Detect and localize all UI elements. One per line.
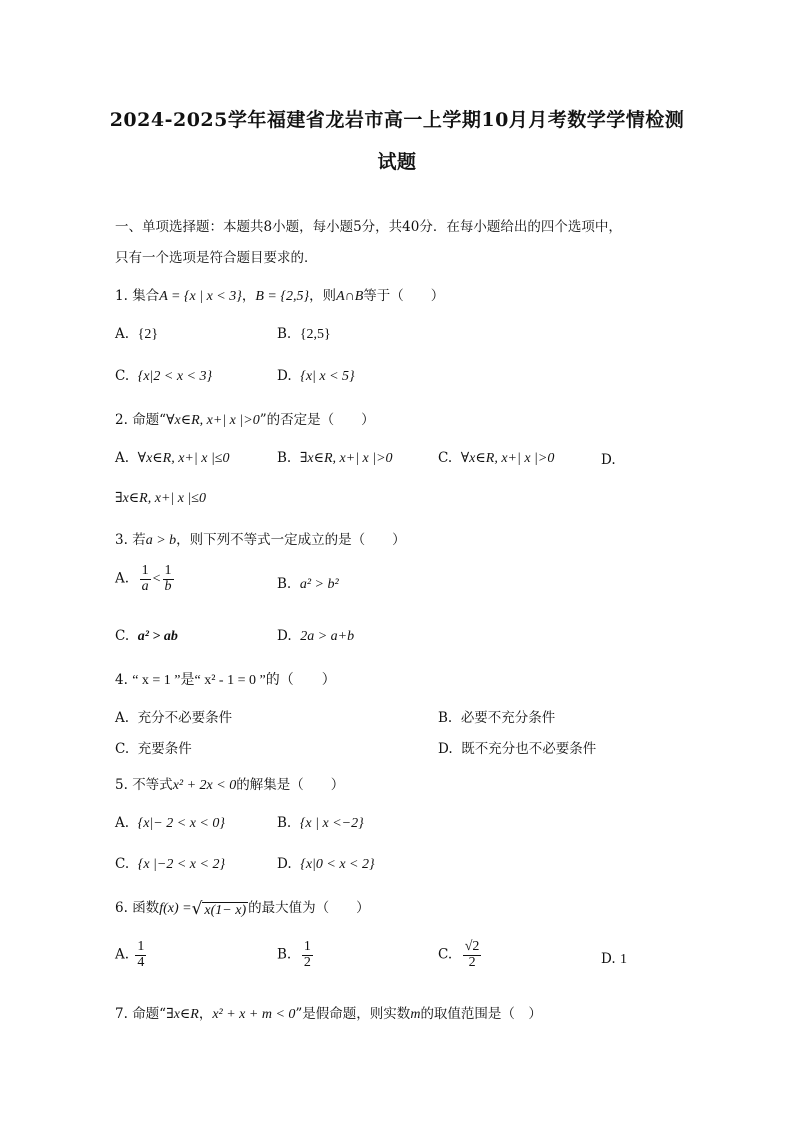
page-title: 2024-2025学年福建省龙岩市高一上学期10月月考数学学情检测 — [109, 109, 685, 131]
question-1 — [115, 284, 444, 305]
option-label: D. — [601, 951, 616, 967]
question-text: ”的否定是（ ） — [259, 412, 375, 428]
option-b[interactable] — [277, 815, 364, 832]
option-text: {x |−2 < x < 2} — [137, 857, 226, 872]
option-label: A. — [115, 326, 130, 342]
option-c[interactable] — [115, 368, 212, 385]
option-c[interactable] — [438, 940, 483, 970]
question-number: 7. — [115, 1006, 128, 1022]
numerator: 1 — [137, 939, 145, 954]
question-4 — [115, 669, 336, 689]
numerator: 1 — [141, 563, 149, 578]
option-text: 1 — [619, 952, 627, 967]
option-label: D. — [277, 368, 292, 384]
inequality-expression: x² + 2x < 0 — [172, 778, 237, 793]
option-label: D. — [601, 452, 616, 468]
option-label: B. — [277, 450, 292, 466]
fraction — [463, 940, 482, 970]
option-b[interactable] — [277, 576, 339, 593]
option-a[interactable] — [115, 815, 225, 832]
relation: < — [152, 571, 161, 587]
option-d[interactable] — [115, 490, 206, 507]
option-b[interactable] — [277, 450, 393, 467]
proposition-expression: ∀x∈R, x+| x |>0 — [166, 413, 260, 428]
option-text: ∃x∈R, x+| x |≤0 — [115, 491, 206, 506]
option-text: {x | x <−2} — [299, 816, 364, 831]
fraction — [302, 940, 313, 970]
question-6 — [115, 896, 370, 919]
option-text: a² > b² — [299, 577, 339, 592]
option-label: C. — [115, 741, 130, 757]
option-a[interactable] — [115, 326, 158, 343]
question-text: 的取值范围是（ ） — [420, 1006, 542, 1022]
option-label: A. — [115, 815, 130, 831]
page-title-line2: 试题 — [377, 151, 417, 173]
option-text: ∀x∈R, x+| x |≤0 — [137, 451, 230, 466]
numerator: √2 — [464, 939, 480, 954]
option-text: {x|− 2 < x < 0} — [137, 816, 225, 831]
option-c[interactable] — [115, 856, 225, 873]
option-label: C. — [438, 946, 453, 963]
option-text: 2a > a+b — [300, 629, 355, 644]
radicand: x(1− x) — [204, 902, 247, 918]
option-text: 充要条件 — [137, 741, 192, 757]
question-text: 命题“ — [132, 1006, 167, 1022]
question-text: ， — [198, 1006, 213, 1022]
set-b-expression: B = {2,5} — [255, 289, 310, 304]
question-text: 集合 — [132, 288, 160, 304]
question-text: ”是假命题，则实数 — [295, 1006, 411, 1022]
option-text: {2} — [137, 327, 159, 342]
function-expression: f(x) = — [159, 901, 192, 916]
question-text: 的最大值为（ ） — [248, 900, 370, 916]
option-label: D. — [438, 741, 453, 757]
question-text: ，则下列不等式一定成立的是（ ） — [176, 532, 406, 548]
question-text: 不等式 — [132, 777, 173, 793]
question-text: ，则 — [309, 288, 337, 304]
option-label: A. — [115, 570, 130, 587]
option-a[interactable] — [115, 940, 148, 970]
option-label: A. — [115, 450, 130, 466]
question-number: 6. — [115, 900, 128, 916]
set-a-expression: A = {x | x < 3} — [159, 289, 242, 304]
question-text: ， — [241, 288, 256, 304]
question-text: 命题“ — [132, 412, 167, 428]
question-3 — [115, 528, 406, 549]
option-d[interactable] — [277, 856, 375, 873]
question-7 — [115, 1002, 542, 1023]
question-text: 函数 — [132, 900, 160, 916]
option-text: {x| x < 5} — [300, 369, 355, 384]
option-c[interactable] — [115, 737, 192, 757]
option-label: C. — [115, 628, 130, 644]
question-text: 等于（ ） — [363, 288, 445, 304]
option-b[interactable] — [277, 940, 315, 970]
variable: m — [410, 1007, 421, 1022]
option-label: B. — [277, 946, 292, 963]
question-number: 3. — [115, 532, 128, 548]
inequality-expression: x² + x + m < 0 — [212, 1007, 296, 1022]
section-instructions-line2: 只有一个选项是符合题目要求的． — [115, 250, 318, 266]
option-label: C. — [438, 450, 453, 466]
denominator: 2 — [303, 954, 311, 970]
section-instructions-line1: 一、单项选择题：本题共8小题，每小题5分，共40分．在每小题给出的四个选项中， — [115, 219, 622, 235]
denominator: a — [141, 578, 149, 594]
option-text: a² > ab — [137, 629, 178, 644]
question-5 — [115, 773, 344, 794]
option-d[interactable] — [277, 628, 354, 645]
option-label: B. — [277, 815, 292, 831]
option-label: D. — [277, 628, 292, 644]
question-text: 的解集是（ ） — [236, 777, 345, 793]
option-text: {x|2 < x < 3} — [137, 369, 213, 384]
question-text: 若 — [132, 532, 146, 548]
option-text: 既不充分也不必要条件 — [461, 741, 597, 757]
question-number: 4. — [115, 672, 128, 688]
option-d[interactable] — [601, 951, 627, 968]
question-number: 1. — [115, 288, 128, 304]
fraction — [140, 564, 151, 594]
option-d[interactable] — [438, 737, 596, 757]
condition-expression: a > b — [145, 533, 177, 548]
option-label: B. — [277, 576, 292, 592]
option-text: ∀x∈R, x+| x |>0 — [460, 451, 555, 466]
fraction — [135, 940, 146, 970]
option-text: ∃x∈R, x+| x |>0 — [299, 451, 393, 466]
option-c[interactable] — [438, 450, 554, 467]
option-a[interactable] — [115, 706, 232, 726]
option-label: B. — [277, 326, 292, 342]
option-text: {2,5} — [299, 327, 331, 342]
exists-expression: ∃x∈R — [166, 1007, 199, 1022]
question-2 — [115, 408, 375, 429]
question-number: 2. — [115, 412, 128, 428]
option-a[interactable] — [115, 564, 176, 594]
sqrt-expression: √ x(1− x) — [191, 898, 247, 919]
intersection-expression: A∩B — [336, 289, 364, 304]
option-label: C. — [115, 856, 130, 872]
numerator: 1 — [303, 939, 311, 954]
option-b[interactable] — [438, 706, 555, 726]
numerator: 1 — [164, 563, 172, 578]
denominator: 4 — [137, 954, 145, 970]
option-text: 必要不充分条件 — [460, 710, 556, 726]
option-text: {x|0 < x < 2} — [300, 857, 375, 872]
option-b[interactable] — [277, 326, 331, 343]
question-text: “ x = 1 ”是“ x² - 1 = 0 ”的（ ） — [132, 673, 336, 688]
option-d[interactable] — [277, 368, 355, 385]
option-c[interactable] — [115, 628, 178, 645]
option-label: D. — [277, 856, 292, 872]
option-label: A. — [115, 946, 130, 963]
option-label: B. — [438, 710, 453, 726]
option-text: 充分不必要条件 — [137, 710, 233, 726]
option-label: C. — [115, 368, 130, 384]
denominator: 2 — [468, 954, 476, 970]
option-label: A. — [115, 710, 130, 726]
option-a[interactable] — [115, 450, 229, 467]
option-d-label[interactable] — [601, 452, 616, 468]
fraction — [163, 564, 174, 594]
question-number: 5. — [115, 777, 128, 793]
denominator: b — [164, 578, 172, 594]
